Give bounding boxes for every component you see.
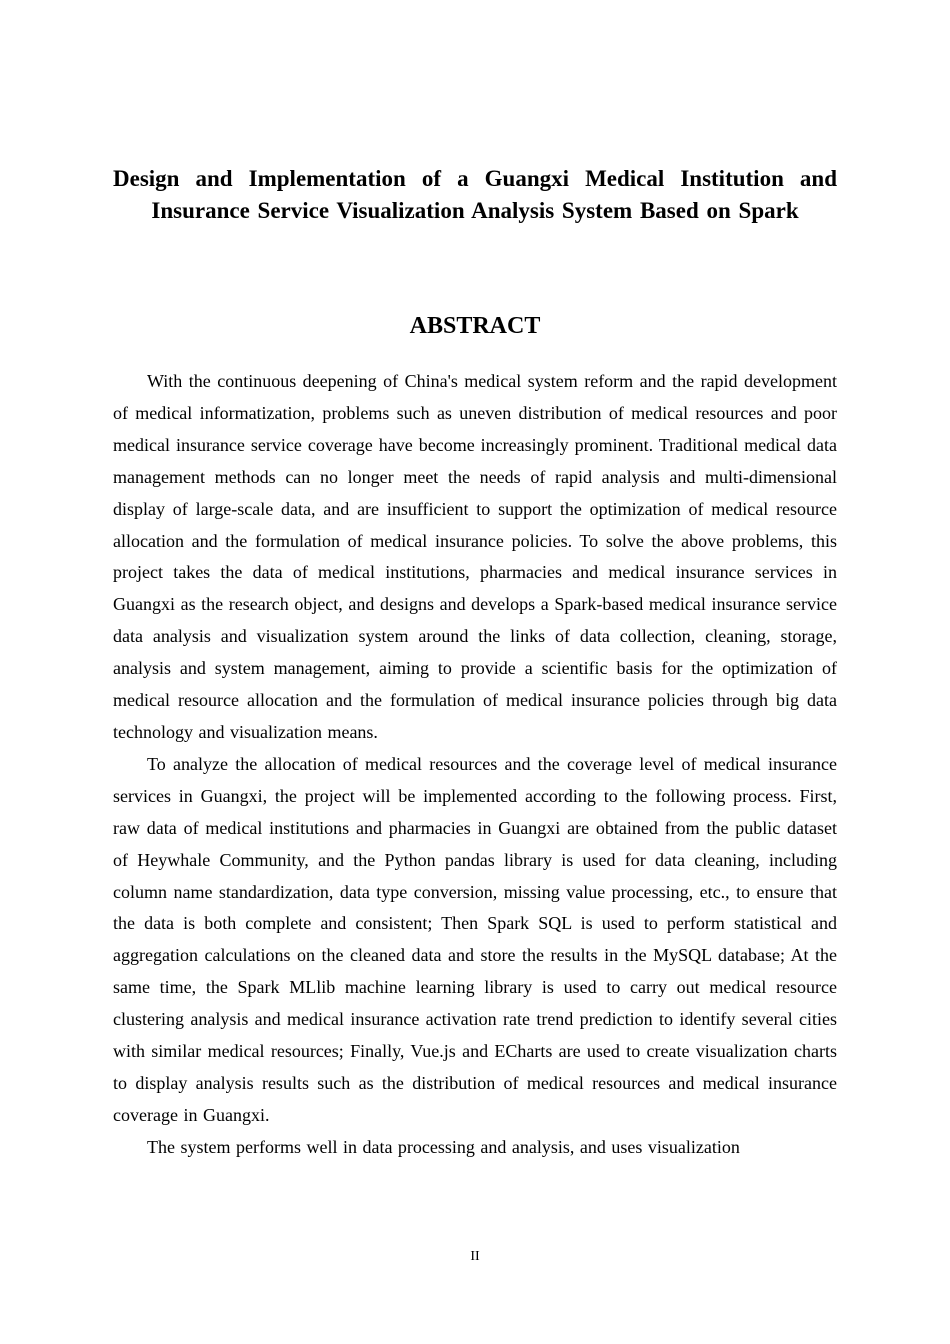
paper-title: Design and Implementation of a Guangxi Medical Institution and Insurance Service Visualization Analysis System Based on Spark	[113, 166, 837, 223]
abstract-paragraph: The system performs well in data processing and analysis, and uses visualization	[147, 1136, 740, 1157]
page-number: II	[470, 1249, 480, 1264]
abstract-paragraph: With the continuous deepening of China's medical system reform and the rapid development of medical informatization, problems such as uneven distribution of medical resources and poor medical insurance service coverage have become increasingly prominent. Traditional medical data management methods can no longer meet the needs of rapid analysis and multi-dimensional display of large-scale data, and are insufficient to support the optimization of medical resource allocation and the formulation of medical insurance policies. To solve the above problems, this project takes the data of medical institutions, pharmacies and medical insurance services in Guangxi as the research object, and designs and develops a Spark-based medical insurance service data analysis and visualization system around the links of data collection, cleaning, storage, analysis and system management, aiming to provide a scientific basis for the optimization of medical resource allocation and the formulation of medical insurance policies through big data technology and visualization means.	[113, 371, 837, 742]
abstract-heading: ABSTRACT	[409, 313, 541, 339]
abstract-paragraph: To analyze the allocation of medical resources and the coverage level of medical insurance services in Guangxi, the project will be implemented according to the following process. First, raw data of medical institutions and pharmacies in Guangxi are obtained from the public dataset of Heywhale Community, and the Python pandas library is used for data cleaning, including column name standardization, data type conversion, missing value processing, etc., to ensure that the data is both complete and consistent; Then Spark SQL is used to perform statistical and aggregation calculations on the cleaned data and store the results in the MySQL database; At the same time, the Spark MLlib machine learning library is used to carry out medical resource clustering analysis and medical insurance activation rate trend prediction to identify several cities with similar medical resources; Finally, Vue.js and ECharts are used to create visualization charts to display analysis results such as the distribution of medical resources and medical insurance coverage in Guangxi.	[113, 753, 837, 1125]
abstract-body	[113, 366, 837, 1164]
